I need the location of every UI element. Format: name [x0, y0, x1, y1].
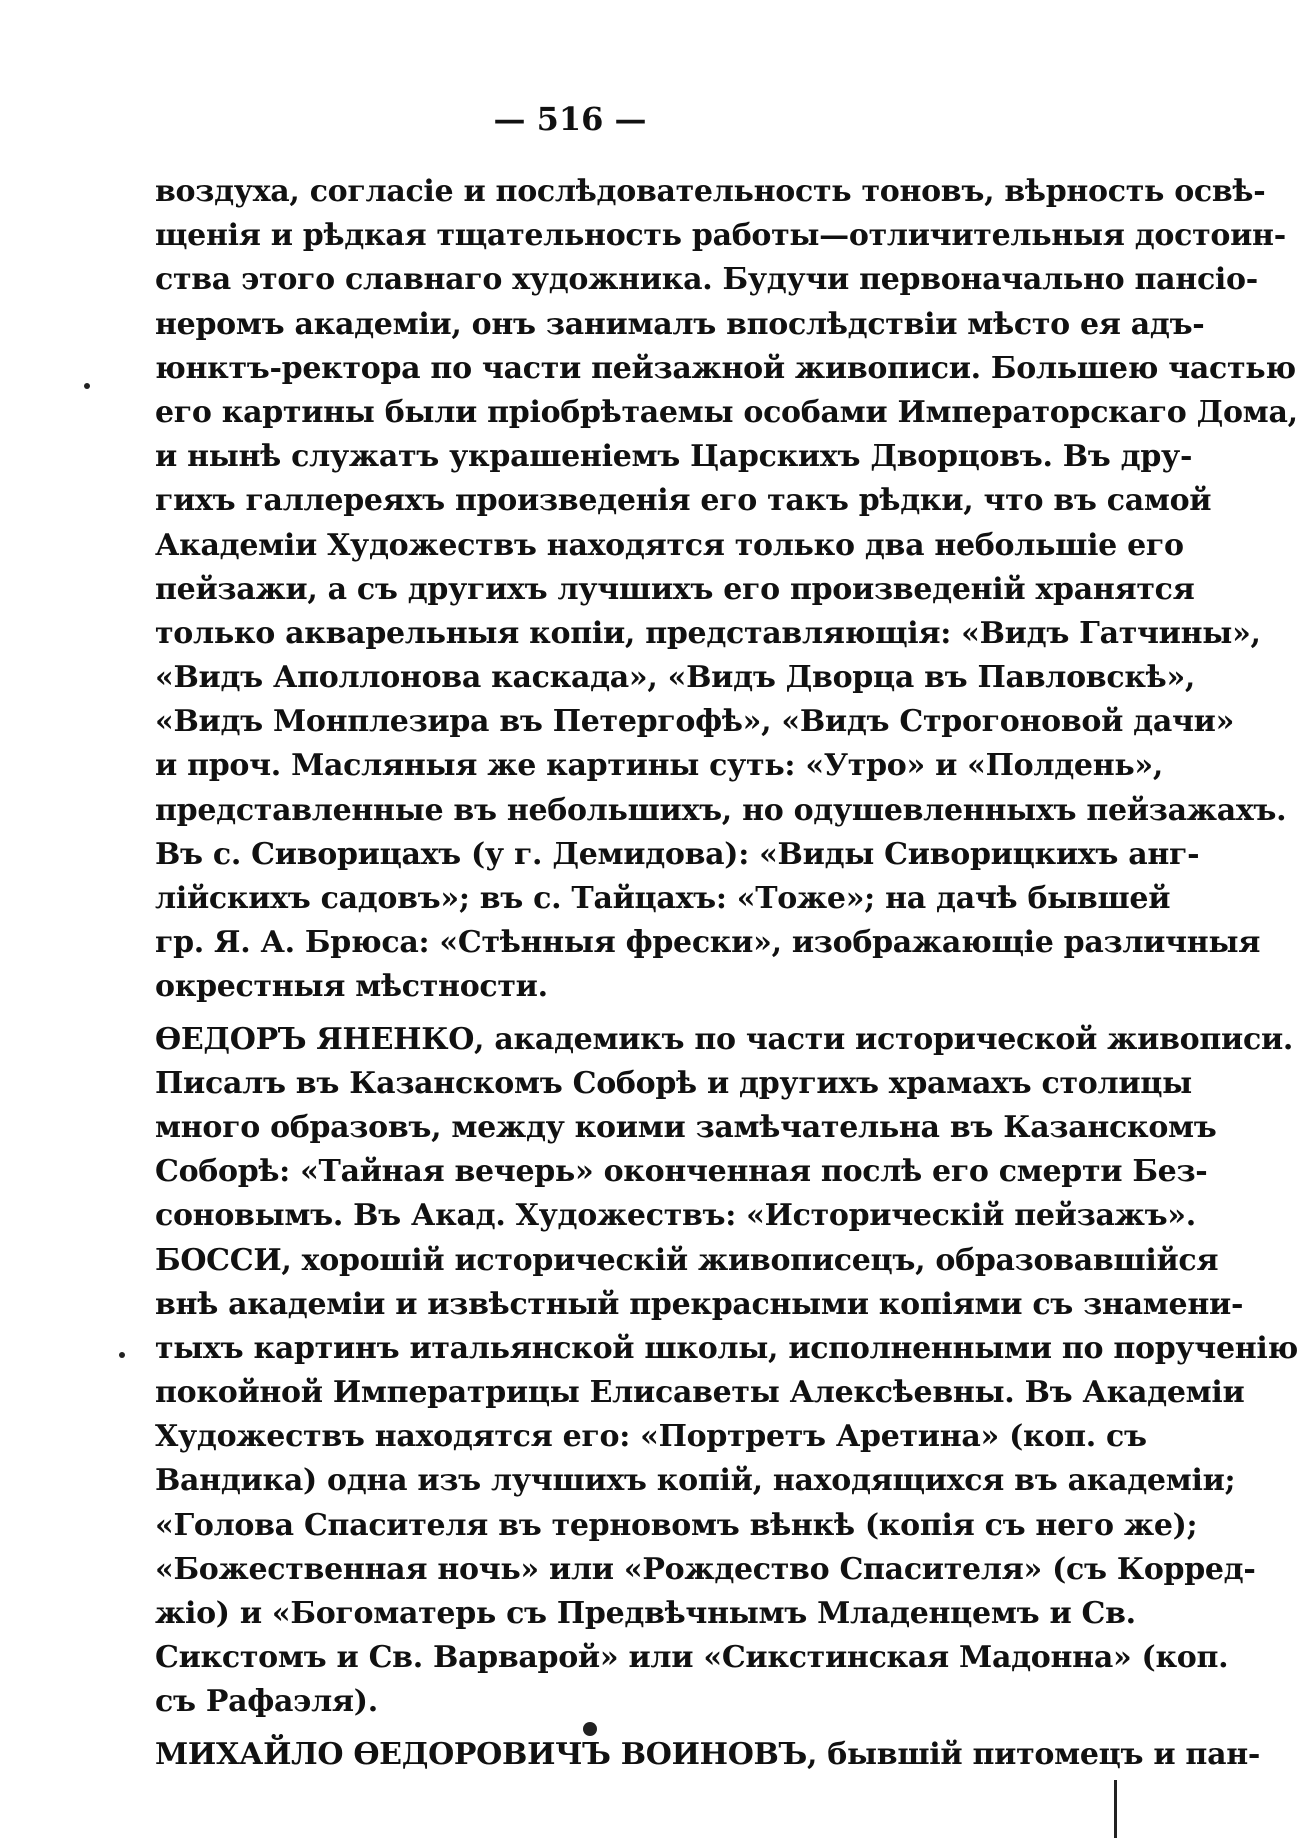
text-line: неромъ академіи, онъ занималъ впослѣдствіи мѣсто ея адъ-	[155, 306, 1205, 342]
text-line: соновымъ. Въ Акад. Художествъ: «Историческій пейзажъ».	[155, 1198, 1196, 1234]
text-line: и проч. Масляныя же картины суть: «Утро» и «Полдень»,	[155, 748, 1164, 784]
entry-heading-line: МИХАЙЛО ѲЕДОРОВИЧЪ ВОИНОВЪ, бывшій питомецъ и пан-	[155, 1736, 1261, 1772]
entry-heading-line: БОССИ, хорошій историческій живописецъ, образовавшійся	[155, 1242, 1219, 1278]
text-line: гихъ галлереяхъ произведенія его такъ рѣдки, что въ самой	[155, 483, 1212, 519]
text-line: представленные въ небольшихъ, но одушевленныхъ пейзажахъ.	[155, 792, 1287, 828]
text-line: Писалъ въ Казанскомъ Соборѣ и другихъ храмахъ столицы	[155, 1065, 1192, 1101]
text-line: и нынѣ служатъ украшеніемъ Царскихъ Дворцовъ. Въ дру-	[155, 439, 1193, 475]
text-line: внѣ академіи и извѣстный прекрасными копіями съ знамени-	[155, 1286, 1244, 1322]
text-line: Сикстомъ и Св. Варварой» или «Сикстинская Мадонна» (коп.	[155, 1640, 1229, 1676]
text-line: «Видъ Монплезира въ Петергофѣ», «Видъ Строгоновой дачи»	[155, 704, 1235, 740]
text-line: «Голова Спасителя въ терновомъ вѣнкѣ (копія съ него же);	[155, 1507, 1198, 1543]
text-line: только акварельныя копіи, представляющія: «Видъ Гатчины»,	[155, 615, 1261, 651]
text-line: окрестныя мѣстности.	[155, 969, 548, 1005]
text-line: гр. Я. А. Брюса: «Стѣнныя фрески», изображающіе различныя	[155, 925, 1261, 961]
text-line: Въ с. Сиворицахъ (у г. Демидова): «Виды Сиворицкихъ анг-	[155, 836, 1200, 872]
body-text	[155, 170, 1298, 1777]
text-line: жіо) и «Богоматерь съ Предвѣчнымъ Младенцемъ и Св.	[155, 1596, 1136, 1631]
text-line: покойной Императрицы Елисаветы Алексѣевны. Въ Академіи	[155, 1375, 1245, 1411]
text-line: «Божественная ночь» или «Рождество Спасителя» (съ Корред-	[155, 1551, 1256, 1587]
entry-heading-line: ѲЕДОРЪ ЯНЕНКО, академикъ по части исторической живописи.	[155, 1021, 1294, 1057]
text-line: его картины были пріобрѣтаемы особами Императорскаго Дома,	[155, 394, 1298, 430]
text-line: пейзажи, а съ другихъ лучшихъ его произведеній хранятся	[155, 571, 1195, 607]
text-line: Соборѣ: «Тайная вечерь» оконченная послѣ его смерти Без-	[155, 1154, 1208, 1190]
text-line: Вандика) одна изъ лучшихъ копій, находящихся въ академіи;	[155, 1463, 1236, 1499]
text-line: юнктъ-ректора по части пейзажной живописи. Большею частью	[155, 350, 1296, 386]
ink-speck	[84, 383, 90, 389]
text-line: тыхъ картинъ итальянской школы, исполненными по порученію	[155, 1330, 1298, 1366]
text-line: ства этого славнаго художника. Будучи первоначально пансіо-	[155, 262, 1258, 298]
page-number: — 516 —	[493, 100, 647, 138]
scan-edge-line	[1114, 1780, 1117, 1838]
text-line: лійскихъ садовъ»; въ с. Тайцахъ: «Тоже»; на дачѣ бывшей	[155, 881, 1171, 916]
text-line: воздуха, согласіе и послѣдовательность тоновъ, вѣрность освѣ-	[155, 174, 1266, 209]
text-line: «Видъ Аполлонова каскада», «Видъ Дворца въ Павловскѣ»,	[155, 660, 1196, 696]
text-line: много образовъ, между коими замѣчательна въ Казанскомъ	[155, 1109, 1217, 1145]
text-line: Художествъ находятся его: «Портретъ Аретина» (коп. съ	[155, 1419, 1147, 1455]
text-line: щенія и рѣдкая тщательность работы—отличительныя достоин-	[155, 218, 1286, 254]
text-line: Академіи Художествъ находятся только два небольшіе его	[155, 527, 1184, 563]
ink-speck	[583, 1722, 597, 1736]
text-line: съ Рафаэля).	[155, 1684, 378, 1720]
ink-speck	[119, 1352, 125, 1358]
